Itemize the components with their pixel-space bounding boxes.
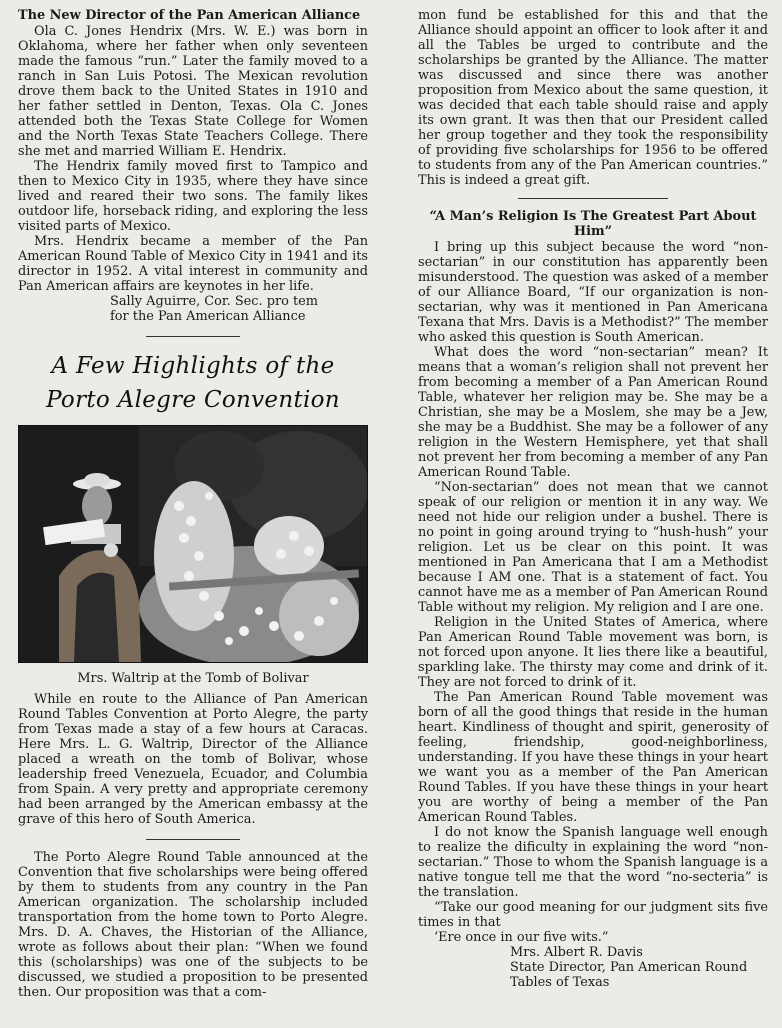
paragraph: The Pan American Round Table movement was born of all the good things that reside in the human heart. Kindliness of thought and spirit, generosity of feeling, friendship, good-neighborliness, understanding. If you have these things in your heart we want you as a member of the Pan American Round Tables. If you have these things in your heart you are worthy of being a member of the Pan American Round Tables.	[418, 690, 768, 825]
signature-line: Sally Aguirre, Cor. Sec. pro tem	[110, 294, 319, 309]
feature-title	[18, 349, 368, 417]
article-heading-religion: “A Man’s Religion Is The Greatest Part About Him”	[429, 209, 757, 239]
divider	[146, 336, 240, 337]
feature-title-line: Porto Alegre Convention	[46, 387, 340, 413]
divider	[146, 839, 240, 840]
paragraph: Mrs. Hendrix became a member of the Pan American Round Table of Mexico City in 1941 and its director in 1952. A vital interest in community and Pan American affairs are keynotes in her life.	[18, 234, 368, 294]
right-column	[418, 8, 768, 990]
paragraph: Ola C. Jones Hendrix (Mrs. W. E.) was born in Oklahoma, where her father when only seventeen made the famous “run.” Later the family moved to a ranch in San Luis Potosi. The Mexican revolution drove them back to the United States in 1910 and her father settled in Denton, Texas. Ola C. Jones attended both the Texas State College for Women and the North Texas State Teachers College. There she met and married William E. Hendrix.	[18, 24, 368, 159]
signature-line: Mrs. Albert R. Davis	[510, 945, 643, 960]
paragraph: The Hendrix family moved first to Tampico and then to Mexico City in 1935, where they have since lived and reared their two sons. The family likes outdoor life, horseback riding, and exploring the less visited parts of Mexico.	[18, 159, 368, 234]
paragraph: The Porto Alegre Round Table announced at the Convention that five scholarships were being offered by them to students from any country in the Pan American organization. The scholarship included transportation from the home town to Porto Alegre. Mrs. D. A. Chaves, the Historian of the Alliance, wrote as follows about their plan: “When we found this (scholarships) was one of the subjects to be discussed, we studied a proposition to be presented then. Our proposition was that a com-	[18, 850, 368, 1000]
signature-line: for the Pan American Alliance	[110, 309, 306, 324]
paragraph: mon fund be established for this and that the Alliance should appoint an officer to look after it and all the Tables be urged to contribute and the scholarships be granted by the Alliance. The matter was discussed and since there was another proposition from Mexico about the same question, it was decided that each table should raise and apply its own grant. It was then that our President called her group together and they took the responsibility of providing five scholarships for 1956 to be offered to students from any of the Pan American countries.” This is indeed a great gift.	[418, 8, 768, 188]
signature-line: Tables of Texas	[510, 975, 610, 990]
feature-title-line: A Few Highlights of the	[51, 353, 335, 379]
left-column	[18, 8, 368, 1000]
paragraph: While en route to the Alliance of Pan American Round Tables Convention at Porto Alegre, the party from Texas made a stay of a few hours at Caracas. Here Mrs. L. G. Waltrip, Director of the Alliance placed a wreath on the tomb of Bolivar, whose leadership freed Venezuela, Ecuador, and Columbia from Spain. A very pretty and appropriate ceremony had been arranged by the American embassy at the grave of this hero of South America.	[18, 692, 368, 827]
paragraph: I do not know the Spanish language well enough to realize the dificulty in explaining the word “non-sectarian.” Those to whom the Spanish language is a native tongue tell me that the word “no-secteria” is the translation.	[418, 825, 768, 900]
photo-caption: Mrs. Waltrip at the Tomb of Bolivar	[77, 671, 309, 686]
paragraph: “Non-sectarian” does not mean that we cannot speak of our religion or mention it in any way. We need not hide our religion under a bushel. There is no point in going around trying to “hush-hush” your religion. Let us be clear on this point. It was mentioned in Pan Americana that I am a Methodist because I AM one. That is a statement of fact. You cannot have me as a member of Pan American Round Table without my religion. My religion and I are one.	[418, 480, 768, 615]
divider	[518, 198, 668, 199]
photo-illustration	[19, 426, 367, 662]
photo-tomb-of-bolivar	[18, 425, 368, 663]
paragraph: I bring up this subject because the word “non-sectarian” in our constitution has apparently been misunderstood. The question was asked of a member of our Alliance Board, “If our organization is non-sectarian, why was it mentioned in Pan Americana Texana that Mrs. Davis is a Methodist?” The member who asked this question is South American.	[418, 240, 768, 345]
quote-paragraph: “Take our good meaning for our judgment sits five times in that	[418, 900, 768, 930]
article-heading-new-director: The New Director of the Pan American Alliance	[18, 8, 361, 23]
paragraph: Religion in the United States of America, where Pan American Round Table movement was born, is not forced upon anyone. It lies there like a beautiful, sparkling lake. The thirsty may come and drink of it. They are not forced to drink of it.	[418, 615, 768, 690]
paragraph: What does the word “non-sectarian” mean? It means that a woman’s religion shall not prevent her from becoming a member of a Pan American Round Table, whatever her religion may be. She may be a Christian, she may be a Moslem, she may be a Jew, she may be a Buddhist. She may be a follower of any religion in the Western Hemisphere, yet that shall not prevent her from becoming a member of any Pan American Round Table.	[418, 345, 768, 480]
signature-line: State Director, Pan American Round	[510, 960, 748, 975]
quote-paragraph: ‘Ere once in our five wits.”	[434, 930, 609, 945]
